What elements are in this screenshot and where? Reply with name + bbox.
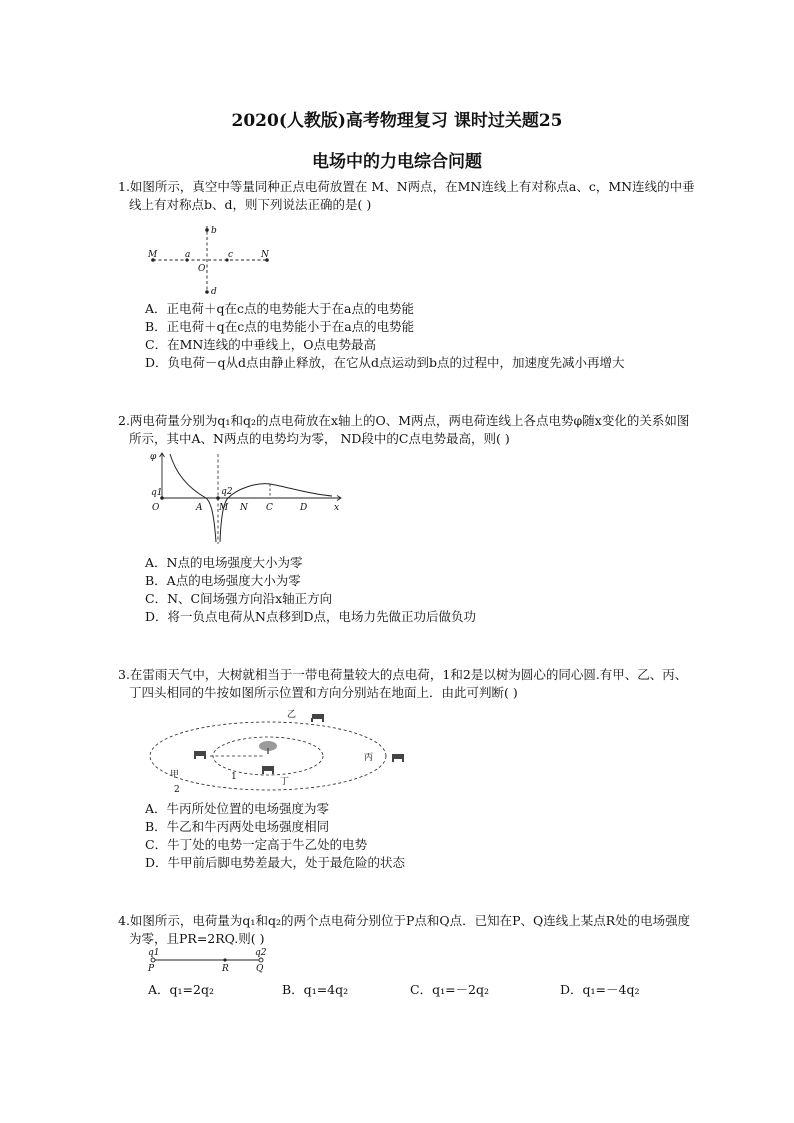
point-M: [216, 496, 220, 500]
point-R: [223, 958, 226, 961]
q4-option-c: C．q₁=－2q₂: [410, 982, 490, 997]
label-N: N: [261, 250, 269, 260]
label-b: b: [211, 226, 217, 236]
cow-bing-icon: [392, 754, 404, 762]
label-yi: 乙: [287, 710, 297, 720]
q1-option-a: A．正电荷＋q在c点的电势能大于在a点的电势能: [145, 301, 414, 316]
label-1: 1: [231, 772, 237, 782]
question-2: [118, 412, 698, 448]
label-jia: 甲: [170, 770, 180, 780]
label-ding: 丁: [280, 777, 290, 787]
page-title: 2020(人教版)高考物理复习 课时过关题25: [231, 111, 563, 131]
q2-option-d: D．将一负点电荷从N点移到D点，电场力先做正功后做负功: [145, 609, 476, 624]
label-O: O: [152, 503, 160, 513]
page-subtitle: 电场中的力电综合问题: [312, 152, 482, 172]
label-M: M: [219, 503, 229, 513]
label-q2: q2: [255, 948, 267, 958]
label-N: N: [240, 503, 248, 513]
label-C: C: [266, 503, 273, 513]
cow-yi-icon: [311, 714, 324, 722]
label-c: c: [228, 250, 234, 260]
q1-option-d: D．负电荷－q从d点由静止释放，在它从d点运动到b点的过程中，加速度先减小再增大: [145, 355, 625, 370]
q1-diagram: [145, 222, 280, 300]
label-x: x: [334, 503, 340, 513]
q4-diagram: [145, 948, 275, 976]
label-bing: 丙: [364, 753, 374, 763]
q1-option-c: C．在MN连线的中垂线上，O点电势最高: [145, 337, 377, 352]
q3-option-b: B．牛乙和牛丙两处电场强度相同: [145, 819, 330, 834]
q2-diagram: [148, 452, 348, 548]
label-phi: φ: [150, 452, 157, 462]
question-3-stem: 3.在雷雨天气中，大树就相当于一带电荷量较大的点电荷，1和2是以树为圆心的同心圆.有甲、乙、丙、丁四头相同的牛按如图所示位置和方向分别站在地面上．由此可判断( ): [118, 667, 688, 700]
q3-option-c: C．牛丁处的电势一定高于牛乙处的电势: [145, 837, 368, 852]
cow-jia-icon: [194, 751, 206, 759]
label-D: D: [300, 503, 308, 513]
q4-option-b: B．q₁=4q₂: [282, 982, 349, 997]
label-R: R: [222, 964, 229, 974]
point-Q: [259, 958, 263, 962]
label-a: a: [185, 250, 191, 260]
label-O: O: [198, 264, 206, 274]
q2-option-b: B．A点的电场强度大小为零: [145, 573, 301, 588]
label-A: A: [196, 503, 203, 513]
q3-option-d: D．牛甲前后脚电势差最大，处于最危险的状态: [145, 855, 406, 870]
label-q1: q1: [148, 948, 160, 958]
question-1-stem: 1.如图所示，真空中等量同种正点电荷放置在 M、N两点，在MN连线上有对称点a、c，MN连线的中垂线上有对称点b、d，则下列说法正确的是( ): [118, 179, 695, 212]
question-4-stem: 4.如图所示，电荷量为q₁和q₂的两个点电荷分别位于P点和Q点．已知在P、Q连线上某点R处的电场强度为零，且PR=2RQ.则( ): [118, 913, 691, 946]
point-P: [151, 958, 155, 962]
q2-option-c: C．N、C间场强方向沿x轴正方向: [145, 591, 333, 606]
potential-curve-right: [220, 484, 332, 542]
point-d: [205, 290, 209, 294]
label-P: P: [148, 964, 155, 974]
q4-option-d: D．q₁=－4q₂: [560, 982, 640, 997]
circle-2: [150, 722, 386, 790]
question-4: [118, 912, 698, 948]
label-2: 2: [174, 785, 180, 795]
tree-icon: [259, 741, 277, 754]
question-3: [118, 666, 698, 702]
point-b: [205, 228, 209, 232]
label-Q: Q: [256, 964, 264, 974]
label-q1: q1: [151, 488, 163, 498]
q1-option-b: B．正电荷＋q在c点的电势能小于在a点的电势能: [145, 319, 415, 334]
q3-diagram: [148, 704, 418, 800]
question-1: [118, 178, 698, 214]
cow-ding-icon: [262, 766, 274, 774]
q2-option-a: A．N点的电场强度大小为零: [145, 555, 303, 570]
q4-option-a: A．q₁=2q₂: [148, 982, 214, 997]
label-q2: q2: [221, 487, 233, 497]
question-2-stem: 2.两电荷量分别为q₁和q₂的点电荷放在x轴上的O、M两点，两电荷连线上各点电势φ随x变化的关系如图所示，其中A、N两点的电势均为零， ND段中的C点电势最高，则( ): [118, 413, 690, 446]
q3-option-a: A．牛丙所处位置的电场强度为零: [145, 801, 330, 816]
label-d: d: [211, 287, 217, 297]
label-M: M: [148, 250, 158, 260]
